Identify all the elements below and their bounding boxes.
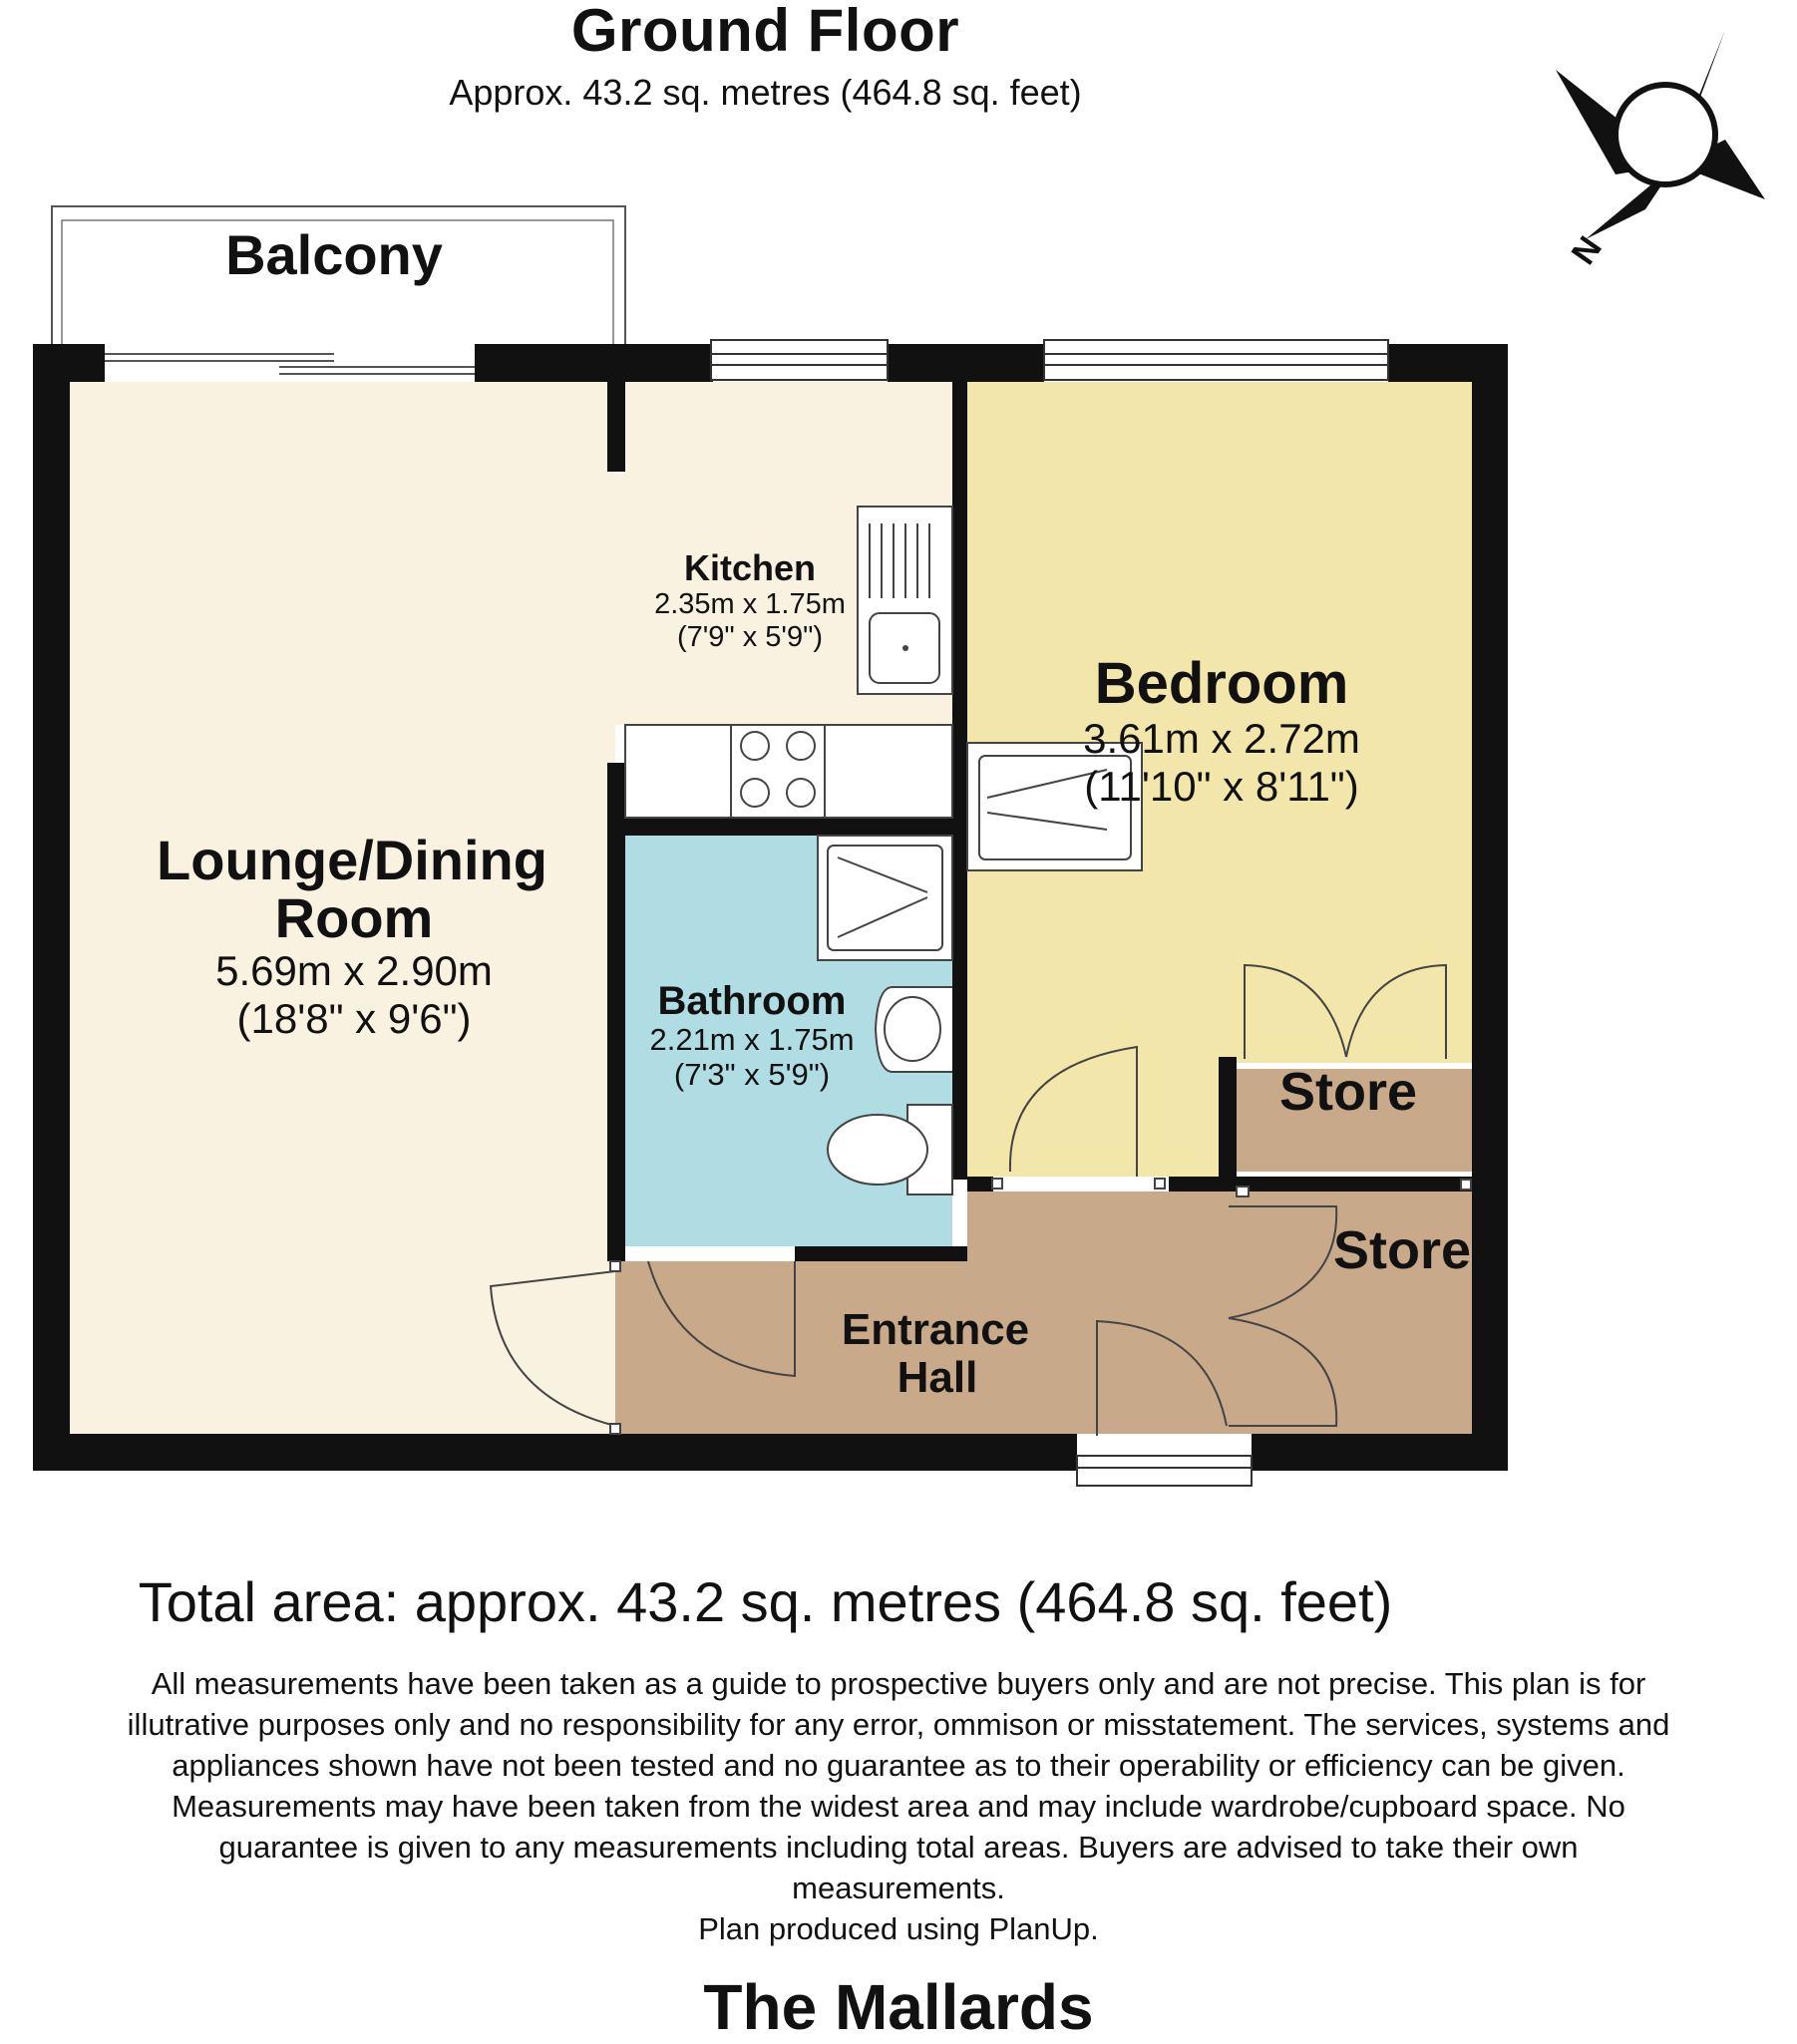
hall-label-1: Entrance	[841, 1305, 1030, 1354]
lounge-label-1: Lounge/Dining	[157, 829, 547, 891]
development-name: The Mallards	[703, 1971, 1094, 2043]
disclaimer	[0, 1663, 1797, 1949]
disclaimer-line: Plan produced using PlanUp.	[698, 1911, 1099, 1946]
lounge-imperial: (18'8" x 9'6")	[236, 995, 472, 1042]
floor-title: Ground Floor	[570, 0, 960, 64]
store1-label: Store	[1278, 1062, 1418, 1122]
hall-label-2: Hall	[897, 1353, 978, 1402]
floor-area: Approx. 43.2 sq. metres (464.8 sq. feet)	[449, 72, 1082, 113]
lounge-label-2: Room	[274, 886, 434, 949]
bedroom-imperial: (11'10" x 8'11")	[1084, 763, 1359, 810]
bedroom-label: Bedroom	[1094, 651, 1349, 716]
kitchen-label: Kitchen	[683, 547, 817, 588]
disclaimer-line: guarantee is given to any measurements including total areas. Buyers are advised to take their own	[218, 1830, 1579, 1865]
lounge-metric: 5.69m x 2.90m	[215, 947, 493, 994]
store2-label: Store	[1332, 1220, 1472, 1280]
disclaimer-line: appliances shown have not been tested and no guarantee as to their operability or efficiency can be given.	[172, 1748, 1625, 1783]
bathroom-imperial: (7'3" x 5'9")	[673, 1057, 831, 1092]
bathroom-label: Bathroom	[657, 979, 847, 1023]
sliding-door	[105, 354, 475, 374]
disclaimer-line: illutrative purposes only and no responsibility for any error, ommison or misstatement. The services, systems and	[127, 1707, 1670, 1742]
total-area: Total area: approx. 43.2 sq. metres (464.8 sq. feet)	[138, 1570, 1393, 1633]
balcony-label: Balcony	[225, 223, 443, 286]
disclaimer-line: measurements.	[792, 1871, 1005, 1905]
compass-icon	[1556, 30, 1765, 239]
disclaimer-line: Measurements may have been taken from the widest area and may include wardrobe/cupboard space. No	[172, 1789, 1625, 1824]
bathroom-metric: 2.21m x 1.75m	[649, 1022, 855, 1057]
kitchen-metric: 2.35m x 1.75m	[654, 588, 846, 620]
basin-icon	[876, 987, 952, 1072]
compass-north-label: N	[1564, 229, 1610, 272]
bedroom-metric: 3.61m x 2.72m	[1083, 715, 1360, 762]
shower-tray	[818, 836, 952, 960]
disclaimer-line: All measurements have been taken as a guide to prospective buyers only and are not precise. This plan is for	[151, 1666, 1646, 1701]
kitchen-imperial: (7'9" x 5'9")	[676, 621, 824, 653]
